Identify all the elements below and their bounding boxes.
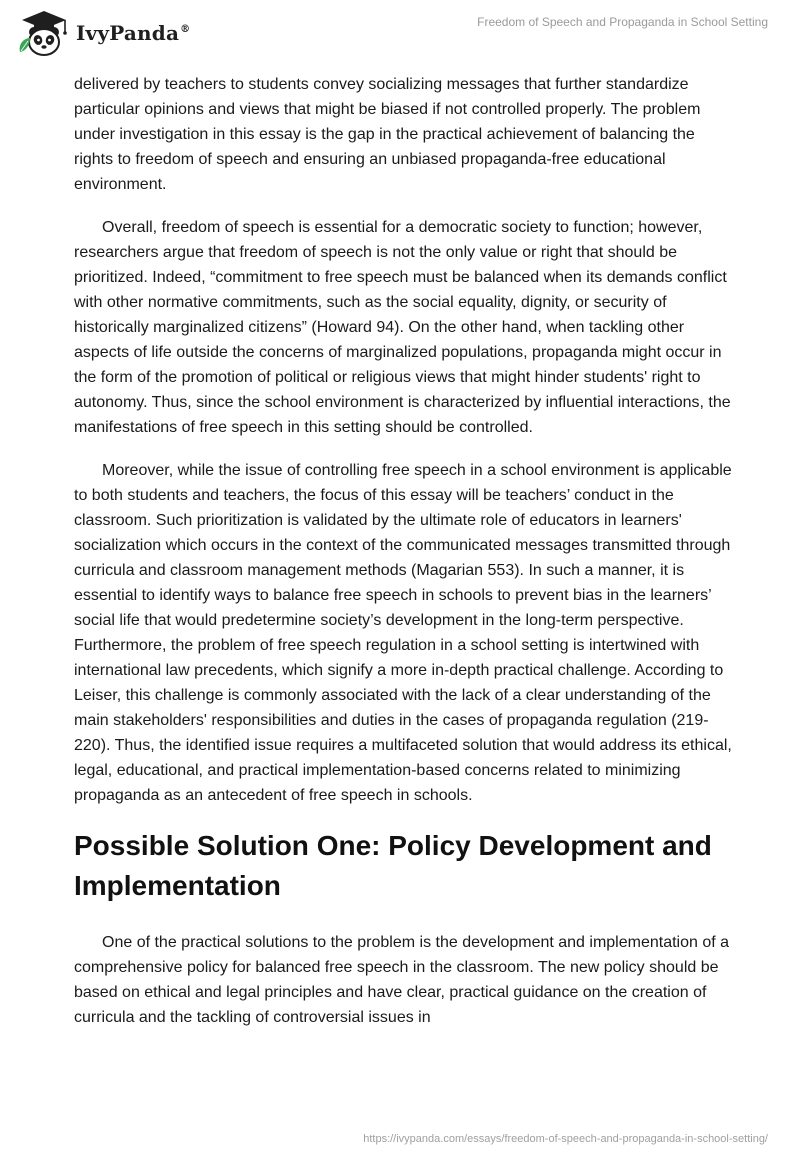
- section-heading: Possible Solution One: Policy Development and Implementation: [74, 830, 712, 901]
- paragraph: Overall, freedom of speech is essential for a democratic society to function; however, researchers argue that freedom of speech is not the only value or right that should be prioritized. Indeed, “commitment to free speech must be balanced when its demands conflict with other normative commitments, such as the social equality, dignity, or security of historically marginalized citizens” (Howard 94). On the other hand, when tackling other aspects of life outside the concerns of marginalized populations, propaganda might occur in the form of the promotion of political or religious views that might hinder students' right to autonomy. Thus, since the school environment is characterized by influential interactions, the manifestations of free speech in this setting should be controlled.: [74, 219, 731, 436]
- ivypanda-logo[interactable]: [14, 8, 190, 58]
- paragraph: delivered by teachers to students convey socializing messages that further standardize particular opinions and views that might be biased if not controlled properly. The problem under investigation in this essay is the gap in the practical achievement of balancing the rights to freedom of speech and ensuring an unbiased propaganda-free educational environment.: [74, 76, 701, 193]
- article-body: [74, 72, 734, 1048]
- paragraph: Moreover, while the issue of controlling free speech in a school environment is applicable to both students and teachers, the focus of this essay will be teachers’ conduct in the classroom. Such prioritization is validated by the ultimate role of educators in learners' socialization which occurs in the context of the communicated messages transmitted through curricula and classroom management methods (Magarian 553). In such a manner, it is essential to identify ways to balance free speech in schools to prevent bias in the learners’ social life that would predetermine society’s development in the long-term perspective. Furthermore, the problem of free speech regulation in a school setting is intertwined with international law precedents, which signify a more in-depth practical challenge. According to Leiser, this challenge is commonly associated with the lack of a clear understanding of the main stakeholders' responsibilities and duties in the cases of propaganda regulation (219-220). Thus, the identified issue requires a multifaceted solution that would address its ethical, legal, educational, and practical implementation-based concerns related to minimizing propaganda as an antecedent of free speech in schools.: [74, 462, 732, 804]
- brand-name: IvyPanda®: [76, 21, 191, 45]
- paragraph: One of the practical solutions to the problem is the development and implementation of a comprehensive policy for balanced free speech in the classroom. The new policy should be based on ethical and legal principles and have clear, practical guidance on the creation of curricula and the tackling of controversial issues in: [74, 934, 730, 1026]
- registered-mark: ®: [180, 24, 191, 35]
- page-header: [0, 0, 800, 70]
- document-title: Freedom of Speech and Propaganda in School Setting: [477, 15, 768, 29]
- source-url-link[interactable]: https://ivypanda.com/essays/freedom-of-speech-and-propaganda-in-school-setting/: [363, 1133, 768, 1145]
- panda-graduation-cap-icon: [14, 8, 72, 58]
